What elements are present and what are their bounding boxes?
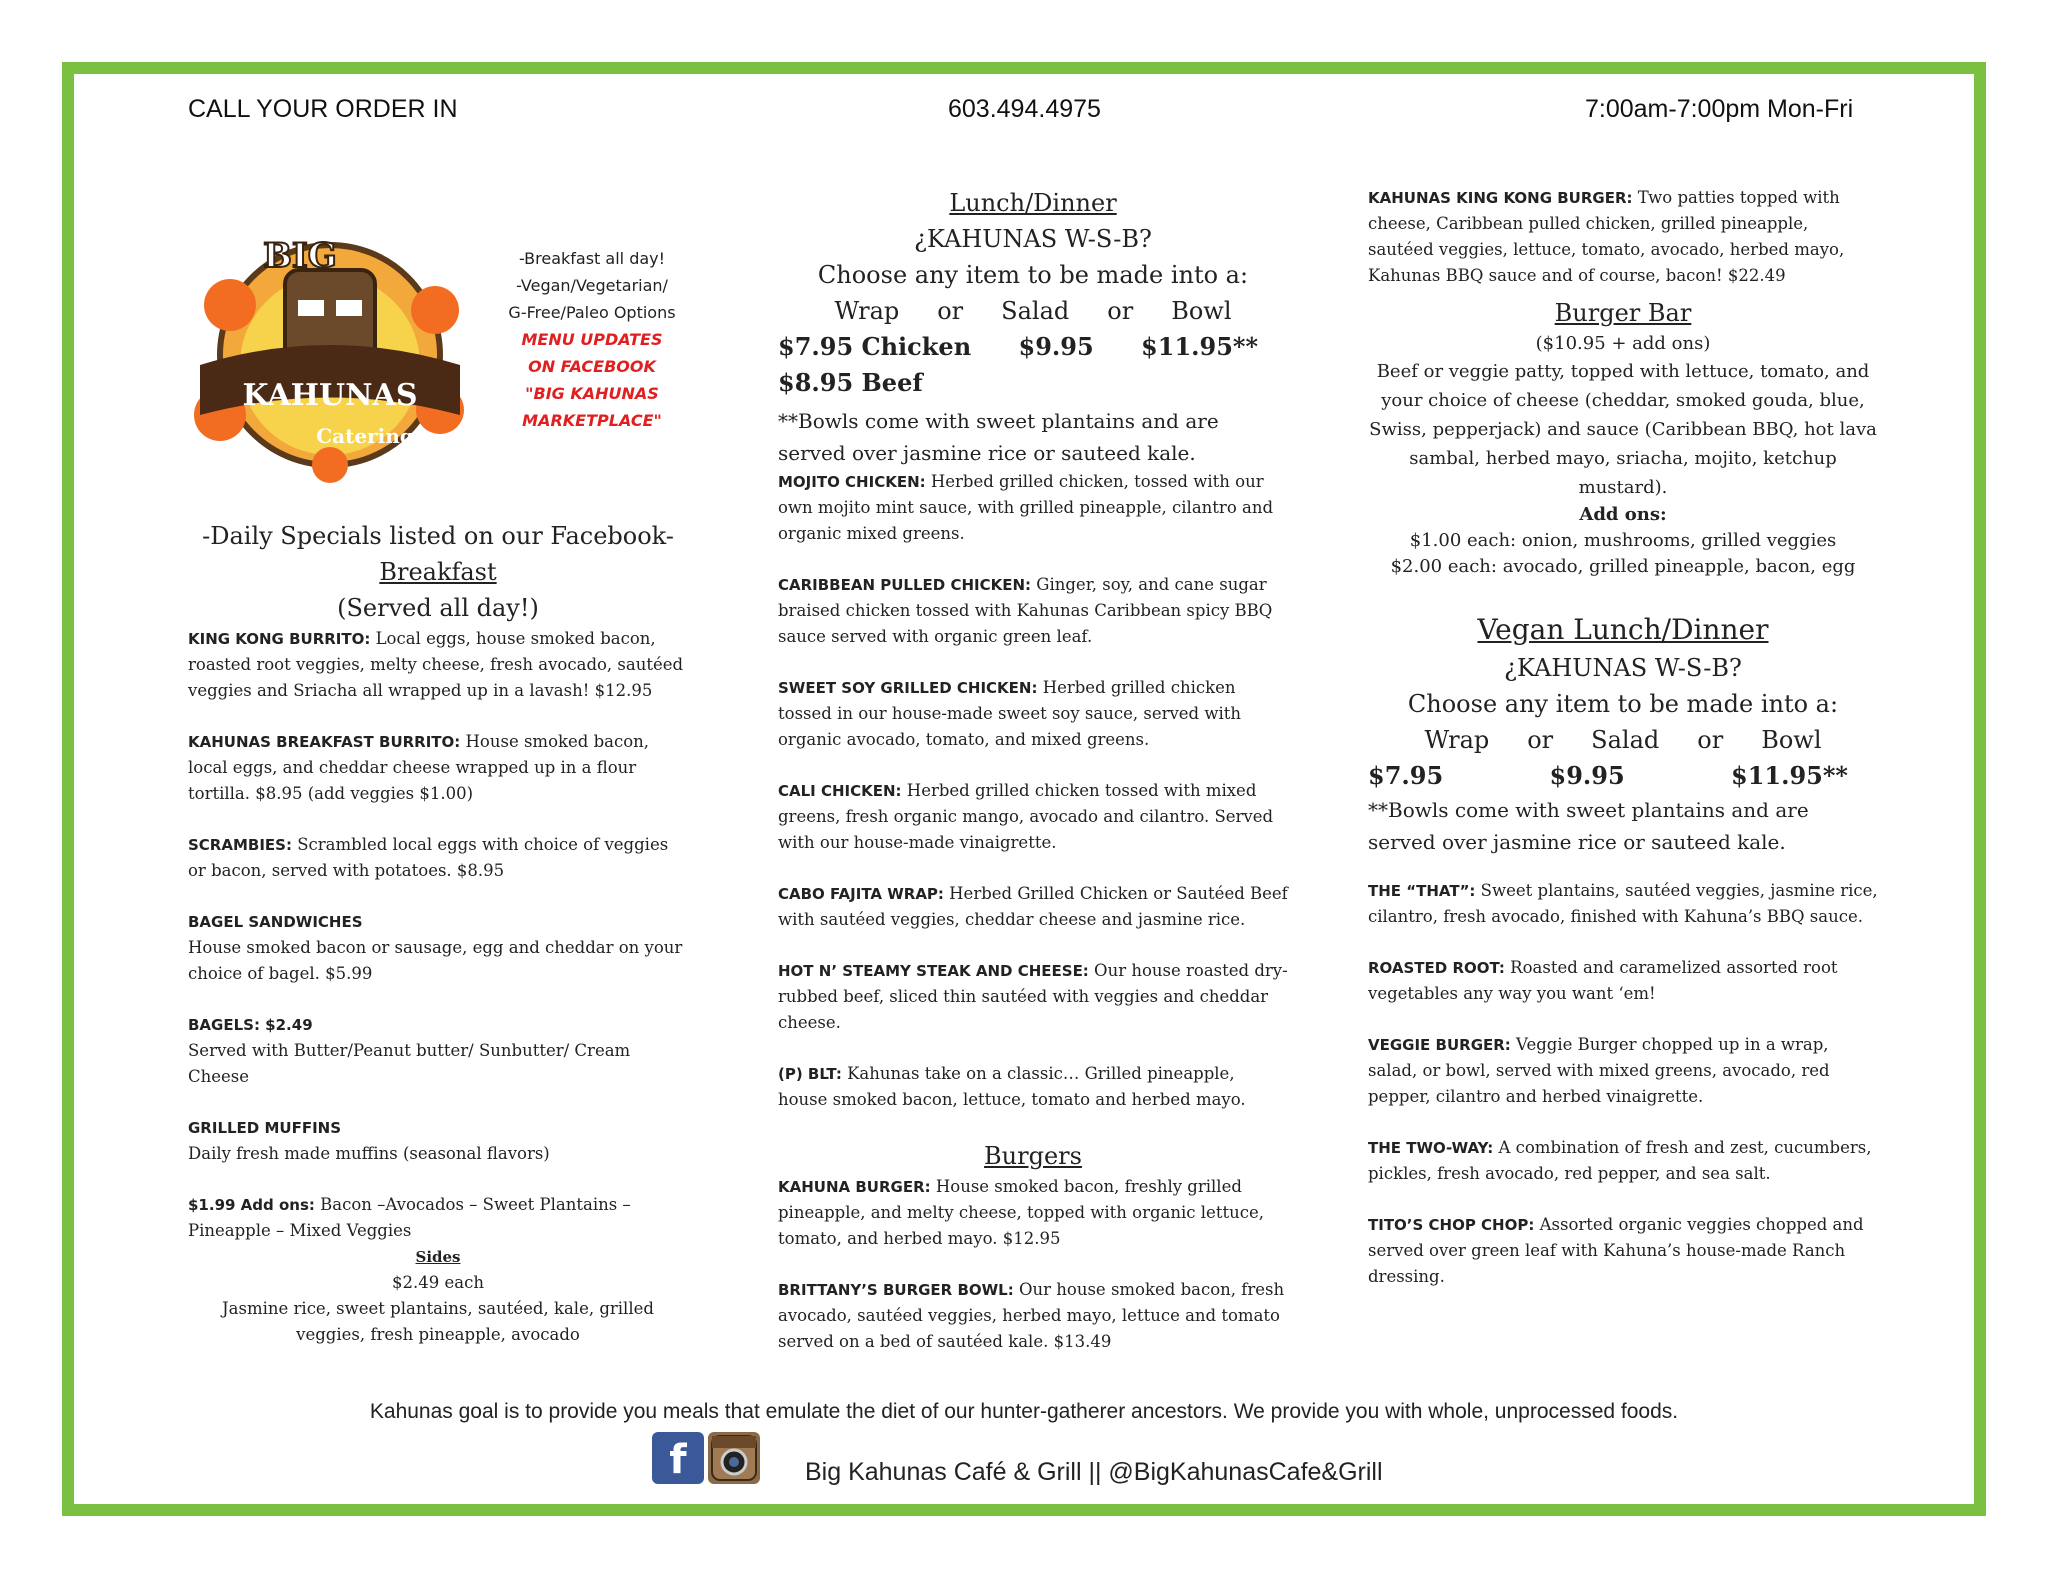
bowl-note: **Bowls come with sweet plantains and are served over jasmine rice or sauteed kale. <box>778 409 1219 465</box>
vegan-price-row: $7.95 $9.95 $11.95** <box>1368 761 1848 790</box>
breakfast-column <box>188 518 688 1348</box>
sides-price: $2.49 each <box>392 1273 484 1292</box>
addons-line-2: $2.00 each: avocado, grilled pineapple, bacon, egg <box>1390 556 1856 577</box>
goal-statement: Kahunas goal is to provide you meals that emulate the diet of our hunter-gatherer ancestors. We provide you with whole, unprocessed foods. <box>369 1400 1679 1423</box>
note-gfree: G-Free/Paleo Options <box>508 303 676 322</box>
menu-item: BAGEL SANDWICHES House smoked bacon or sausage, egg and cheddar on your choice of bagel. $5.99 <box>188 913 683 983</box>
call-order-text: CALL YOUR ORDER IN <box>188 95 458 123</box>
menu-item: BRITTANY’S BURGER BOWL: Our house smoked bacon, fresh avocado, sautéed veggies, herbed mayo, lettuce and tomato served on a bed of sautéed kale. $13.49 <box>778 1280 1285 1351</box>
note-menu-updates: MENU UPDATES <box>521 330 663 349</box>
menu-item: THE “THAT”: Sweet plantains, sautéed veggies, jasmine rice, cilantro, fresh avocado, finished with Kahuna’s BBQ sauce. <box>1368 881 1878 926</box>
wsb-options: Wrap or Salad or Bowl <box>834 297 1232 325</box>
menu-item: KAHUNA BURGER: House smoked bacon, freshly grilled pineapple, and melty cheese, topped with organic lettuce, tomato, and herbed mayo. $12.95 <box>778 1177 1264 1248</box>
menu-item: KAHUNAS KING KONG BURGER: Two patties topped with cheese, Caribbean pulled chicken, grilled pineapple, sautéed veggies, lettuce, tomato, avocado, herbed mayo, Kahunas BBQ sauce and of course, bacon! $22.49 <box>1368 188 1845 285</box>
menu-item: CARIBBEAN PULLED CHICKEN: Ginger, soy, and cane sugar braised chicken tossed with Kahunas Caribbean spicy BBQ sauce served with organic green leaf. <box>778 575 1273 646</box>
social-handle[interactable]: Big Kahunas Café & Grill || @BigKahunasCafe&Grill <box>805 1458 1383 1486</box>
vegan-wsb-options: Wrap or Salad or Bowl <box>1424 726 1822 754</box>
phone-number[interactable]: 603.494.4975 <box>948 95 1101 123</box>
svg-text:KAHUNAS: KAHUNAS <box>242 378 418 413</box>
svg-text:BIG: BIG <box>263 236 337 276</box>
menu-item: $1.99 Add ons: Bacon –Avocados – Sweet Plantains – Pineapple – Mixed Veggies <box>188 1195 631 1240</box>
burger-vegan-column <box>1368 185 1878 1315</box>
side-notes <box>492 245 692 434</box>
burger-bar-heading: Burger Bar <box>1554 299 1692 327</box>
note-breakfast: -Breakfast all day! <box>518 249 666 268</box>
note-on-facebook: ON FACEBOOK <box>528 357 656 376</box>
sides-heading: Sides <box>415 1248 461 1266</box>
price-row: $7.95 Chicken $9.95 $11.95** <box>778 332 1258 361</box>
menu-item: TITO’S CHOP CHOP: Assorted organic veggies chopped and served over green leaf with Kahuna’s house-made Ranch dressing. <box>1368 1215 1864 1286</box>
note-marketplace: MARKETPLACE" <box>522 411 662 430</box>
menu-item: MOJITO CHICKEN: Herbed grilled chicken, tossed with our own mojito mint sauce, with grilled pineapple, cilantro and organic mixed greens. <box>778 472 1274 543</box>
menu-item: VEGGIE BURGER: Veggie Burger chopped up in a wrap, salad, or bowl, served with mixed greens, avocado, red pepper, cilantro and herbed vinaigrette. <box>1368 1035 1830 1106</box>
vegan-bowl-note: **Bowls come with sweet plantains and are served over jasmine rice or sauteed kale. <box>1368 798 1809 854</box>
note-vegan: -Vegan/Vegetarian/ <box>516 276 668 295</box>
menu-item: KING KONG BURRITO: Local eggs, house smoked bacon, roasted root veggies, melty cheese, fresh avocado, sautéed veggies and Sriacha all wrapped up in a lavash! $12.95 <box>188 629 684 700</box>
burger-bar-description: Beef or veggie patty, topped with lettuce, tomato, and your choice of cheese (cheddar, smoked gouda, blue, Swiss, pepperjack) and sauce (Caribbean BBQ, hot lava sambal, herbed mayo, sriacha, mojito, ketchup mustard). <box>1369 361 1877 498</box>
addons-heading: Add ons: <box>1579 504 1667 525</box>
menu-item: SWEET SOY GRILLED CHICKEN: Herbed grilled chicken tossed in our house-made sweet soy sauce, served with organic avocado, tomato, and mixed greens. <box>778 678 1242 749</box>
lunch-dinner-heading: Lunch/Dinner <box>949 189 1117 217</box>
hours-text: 7:00am-7:00pm Mon-Fri <box>1585 95 1854 123</box>
vegan-heading: Vegan Lunch/Dinner <box>1477 613 1769 646</box>
sides-description: Jasmine rice, sweet plantains, sautéed, kale, grilled veggies, fresh pineapple, avocado <box>222 1299 654 1344</box>
daily-specials-heading: -Daily Specials listed on our Facebook- <box>202 522 674 550</box>
menu-item: CABO FAJITA WRAP: Herbed Grilled Chicken or Sautéed Beef with sautéed veggies, cheddar cheese and jasmine rice. <box>778 884 1288 929</box>
breakfast-heading: Breakfast <box>379 558 497 586</box>
price-beef: $8.95 Beef <box>778 368 923 397</box>
choose-text: Choose any item to be made into a: <box>817 261 1249 289</box>
burgers-heading: Burgers <box>984 1142 1082 1170</box>
instagram-icon[interactable] <box>708 1432 760 1484</box>
burger-bar-price: ($10.95 + add ons) <box>1535 333 1711 354</box>
lunch-dinner-column <box>778 185 1288 1380</box>
facebook-icon[interactable]: f <box>652 1432 704 1484</box>
menu-item: (P) BLT: Kahunas take on a classic… Grilled pineapple, house smoked bacon, lettuce, tomato and herbed mayo. <box>778 1064 1246 1109</box>
note-big-kahunas: "BIG KAHUNAS <box>525 384 659 403</box>
menu-item: KAHUNAS BREAKFAST BURRITO: House smoked bacon, local eggs, and cheddar cheese wrapped up in a flour tortilla. $8.95 (add veggies $1.00) <box>188 732 650 803</box>
menu-item: GRILLED MUFFINS Daily fresh made muffins (seasonal flavors) <box>188 1119 550 1163</box>
vegan-choose-text: Choose any item to be made into a: <box>1407 690 1839 718</box>
menu-item: THE TWO-WAY: A combination of fresh and zest, cucumbers, pickles, fresh avocado, red pepper, and sea salt. <box>1368 1138 1872 1183</box>
wsb-heading: ¿KAHUNAS W-S-B? <box>914 225 1152 253</box>
vegan-wsb-heading: ¿KAHUNAS W-S-B? <box>1504 654 1742 682</box>
menu-item: HOT N’ STEAMY STEAK AND CHEESE: Our house roasted dry-rubbed beef, sliced thin sautéed with veggies and cheddar cheese. <box>778 961 1288 1032</box>
menu-item: BAGELS: $2.49 Served with Butter/Peanut butter/ Sunbutter/ Cream Cheese <box>188 1016 631 1086</box>
menu-item: SCRAMBIES: Scrambled local eggs with choice of veggies or bacon, served with potatoes. $8.95 <box>188 835 669 880</box>
svg-text:Catering: Catering <box>316 424 414 448</box>
menu-item: CALI CHICKEN: Herbed grilled chicken tossed with mixed greens, fresh organic mango, avocado and cilantro. Served with our house-made vinaigrette. <box>778 781 1274 852</box>
breakfast-subheading: (Served all day!) <box>337 594 539 622</box>
menu-item: ROASTED ROOT: Roasted and caramelized assorted root vegetables any way you want ‘em! <box>1368 958 1838 1003</box>
addons-line-1: $1.00 each: onion, mushrooms, grilled veggies <box>1409 530 1837 551</box>
big-kahunas-logo <box>190 215 470 485</box>
